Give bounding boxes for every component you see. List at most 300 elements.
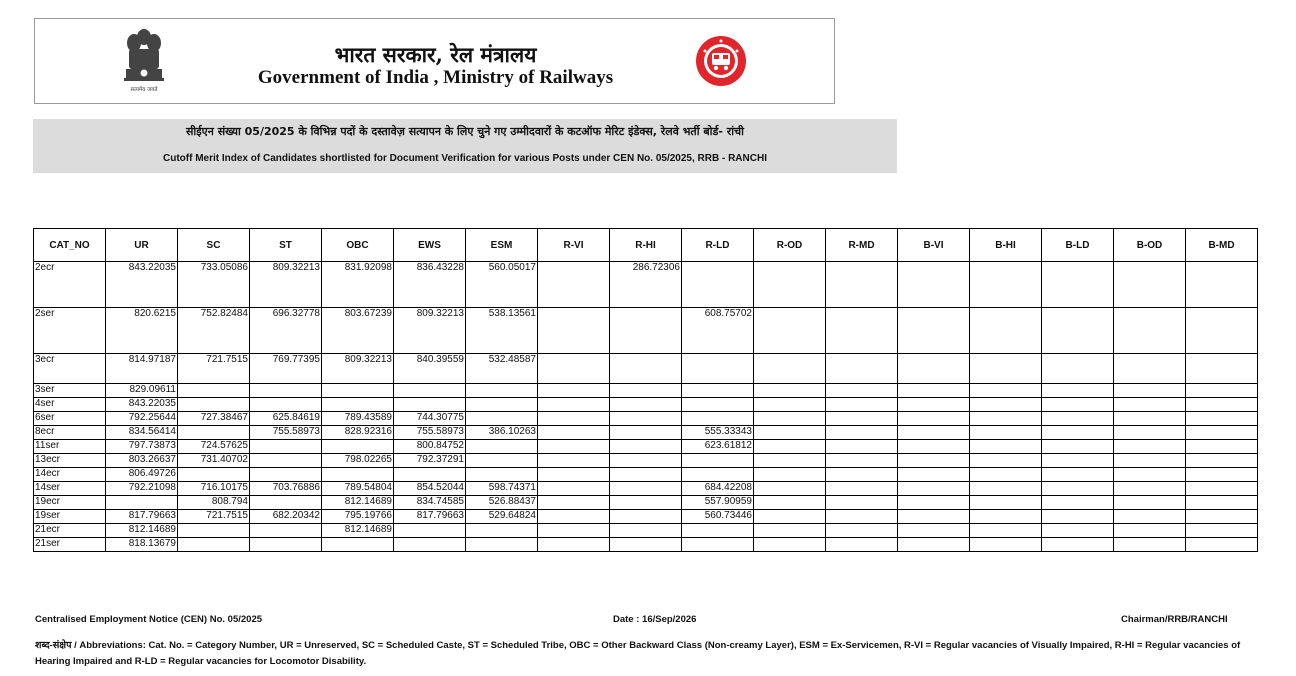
table-row xyxy=(34,262,1258,308)
cutoff-cell xyxy=(1114,262,1186,308)
cutoff-cell xyxy=(610,354,682,384)
cutoff-cell xyxy=(970,308,1042,354)
cutoff-cell xyxy=(826,454,898,468)
cutoff-cell xyxy=(178,398,250,412)
cutoff-cell xyxy=(1114,398,1186,412)
cutoff-cell xyxy=(970,354,1042,384)
cutoff-cell xyxy=(1186,354,1258,384)
abbreviations-note: शब्द-संक्षेप / Abbreviations: Cat. No. = Category Number, UR = Unreserved, SC = Scheduled Caste, ST = Scheduled Tribe, OBC = Other Backward Class (Non-creamy Layer), ESM = Ex-Servicemen, R-VI = Regular vacancies of Visually Impaired, R-HI = Regular vacancies of Hearing Impaired and R-LD = Regular vacancies for Locomotor Disability. xyxy=(35,640,1241,667)
column-header: UR xyxy=(106,229,178,262)
cutoff-cell xyxy=(1114,524,1186,538)
cutoff-cell xyxy=(1114,308,1186,354)
cutoff-cell: 755.58973 xyxy=(250,426,322,440)
cutoff-cell xyxy=(754,354,826,384)
cutoff-cell xyxy=(970,482,1042,496)
cutoff-cell xyxy=(538,262,610,308)
cutoff-cell: 836.43228 xyxy=(394,262,466,308)
cutoff-cell xyxy=(178,384,250,398)
cutoff-cell: 843.22035 xyxy=(106,398,178,412)
cutoff-cell xyxy=(898,510,970,524)
cutoff-cell xyxy=(898,262,970,308)
cutoff-cell: 721.7515 xyxy=(178,354,250,384)
cutoff-cell xyxy=(322,538,394,552)
cutoff-cell xyxy=(1114,412,1186,426)
cutoff-cell xyxy=(1186,496,1258,510)
cutoff-cell xyxy=(1186,468,1258,482)
column-header: ST xyxy=(250,229,322,262)
category-cell: 8ecr xyxy=(34,426,106,440)
cutoff-cell xyxy=(610,524,682,538)
cutoff-cell xyxy=(898,398,970,412)
cutoff-cell xyxy=(970,262,1042,308)
cutoff-cell xyxy=(322,398,394,412)
column-header: EWS xyxy=(394,229,466,262)
title-band xyxy=(33,119,897,173)
cutoff-cell xyxy=(250,496,322,510)
cutoff-cell xyxy=(754,262,826,308)
cutoff-cell xyxy=(1042,482,1114,496)
cutoff-cell xyxy=(682,412,754,426)
cutoff-cell: 818.13679 xyxy=(106,538,178,552)
cutoff-cell xyxy=(250,524,322,538)
cutoff-cell: 724.57625 xyxy=(178,440,250,454)
cutoff-cell xyxy=(754,454,826,468)
cutoff-cell xyxy=(538,412,610,426)
cutoff-cell: 809.32213 xyxy=(394,308,466,354)
category-cell: 14ecr xyxy=(34,468,106,482)
table-row xyxy=(34,468,1258,482)
cutoff-cell: 625.84619 xyxy=(250,412,322,426)
cutoff-cell xyxy=(1114,538,1186,552)
cutoff-cell: 721.7515 xyxy=(178,510,250,524)
cutoff-cell xyxy=(1042,354,1114,384)
cutoff-cell xyxy=(970,440,1042,454)
cutoff-cell: 817.79663 xyxy=(394,510,466,524)
cutoff-cell xyxy=(1114,354,1186,384)
cutoff-cell xyxy=(466,398,538,412)
cutoff-cell xyxy=(250,398,322,412)
table-row xyxy=(34,524,1258,538)
cutoff-cell xyxy=(1114,468,1186,482)
svg-text:सत्यमेव जयते: सत्यमेव जयते xyxy=(130,87,158,93)
cutoff-cell xyxy=(1186,398,1258,412)
cutoff-cell xyxy=(466,454,538,468)
cutoff-cell xyxy=(178,524,250,538)
cutoff-cell xyxy=(394,538,466,552)
cutoff-cell xyxy=(394,398,466,412)
cutoff-cell xyxy=(610,496,682,510)
cutoff-cell xyxy=(754,482,826,496)
table-row xyxy=(34,440,1258,454)
cutoff-cell xyxy=(610,482,682,496)
cutoff-cell: 800.84752 xyxy=(394,440,466,454)
cutoff-cell xyxy=(610,538,682,552)
cutoff-cell: 834.74585 xyxy=(394,496,466,510)
cutoff-cell xyxy=(466,440,538,454)
cutoff-cell xyxy=(538,468,610,482)
cutoff-cell xyxy=(538,482,610,496)
cutoff-cell xyxy=(682,538,754,552)
cutoff-cell: 797.73873 xyxy=(106,440,178,454)
cutoff-cell xyxy=(754,510,826,524)
cutoff-cell xyxy=(826,440,898,454)
cutoff-cell xyxy=(466,468,538,482)
cutoff-cell xyxy=(898,412,970,426)
cutoff-cell xyxy=(826,262,898,308)
cutoff-cell: 755.58973 xyxy=(394,426,466,440)
category-cell: 3ser xyxy=(34,384,106,398)
cutoff-cell xyxy=(610,412,682,426)
cutoff-cell xyxy=(250,538,322,552)
cutoff-cell xyxy=(1114,384,1186,398)
category-cell: 2ecr xyxy=(34,262,106,308)
cutoff-cell xyxy=(826,384,898,398)
cutoff-cell: 526.88437 xyxy=(466,496,538,510)
cutoff-cell xyxy=(898,384,970,398)
cutoff-cell xyxy=(1186,384,1258,398)
cutoff-cell xyxy=(538,510,610,524)
cutoff-cell: 608.75702 xyxy=(682,308,754,354)
cutoff-cell xyxy=(970,454,1042,468)
table-row xyxy=(34,426,1258,440)
cutoff-cell xyxy=(178,538,250,552)
cutoff-cell xyxy=(682,454,754,468)
cutoff-cell: 792.37291 xyxy=(394,454,466,468)
cutoff-cell xyxy=(610,468,682,482)
cutoff-cell xyxy=(250,468,322,482)
cutoff-cell xyxy=(826,412,898,426)
cutoff-cell xyxy=(1114,510,1186,524)
cutoff-cell xyxy=(754,538,826,552)
cutoff-cell: 684.42208 xyxy=(682,482,754,496)
cutoff-cell: 792.21098 xyxy=(106,482,178,496)
column-header: B-OD xyxy=(1114,229,1186,262)
cutoff-cell xyxy=(898,496,970,510)
cutoff-cell xyxy=(826,482,898,496)
cutoff-cell xyxy=(538,440,610,454)
cutoff-cell xyxy=(1186,262,1258,308)
cutoff-cell: 806.49726 xyxy=(106,468,178,482)
cutoff-cell xyxy=(754,308,826,354)
cutoff-cell: 682.20342 xyxy=(250,510,322,524)
cutoff-cell xyxy=(1186,510,1258,524)
cutoff-merit-table xyxy=(33,228,1258,552)
cutoff-cell xyxy=(682,524,754,538)
cutoff-cell: 798.02265 xyxy=(322,454,394,468)
cutoff-cell xyxy=(754,398,826,412)
cutoff-cell xyxy=(466,412,538,426)
cutoff-cell xyxy=(970,384,1042,398)
cutoff-cell xyxy=(538,524,610,538)
cutoff-cell xyxy=(1186,440,1258,454)
title-english: Cutoff Merit Index of Candidates shortlisted for Document Verification for various Posts under CEN No. 05/2025, RRB - RANCHI xyxy=(163,153,767,164)
cutoff-cell xyxy=(826,538,898,552)
govt-hindi-title: भारत सरकार, रेल मंत्रालय xyxy=(334,42,537,67)
cen-number: Centralised Employment Notice (CEN) No. 05/2025 xyxy=(35,614,263,625)
cutoff-cell xyxy=(1042,398,1114,412)
cutoff-cell: 733.05086 xyxy=(178,262,250,308)
cutoff-cell xyxy=(898,440,970,454)
category-cell: 19ser xyxy=(34,510,106,524)
cutoff-cell xyxy=(682,384,754,398)
cutoff-cell xyxy=(898,426,970,440)
cutoff-cell: 812.14689 xyxy=(322,496,394,510)
cutoff-cell xyxy=(538,398,610,412)
cutoff-cell: 286.72306 xyxy=(610,262,682,308)
cutoff-cell: 829.09611 xyxy=(106,384,178,398)
cutoff-cell xyxy=(610,384,682,398)
cutoff-cell xyxy=(826,426,898,440)
cutoff-cell xyxy=(826,524,898,538)
cutoff-cell xyxy=(754,384,826,398)
signatory: Chairman/RRB/RANCHI xyxy=(1121,614,1228,625)
cutoff-cell: 795.19766 xyxy=(322,510,394,524)
cutoff-cell xyxy=(826,398,898,412)
cutoff-cell xyxy=(898,524,970,538)
column-header: ESM xyxy=(466,229,538,262)
cutoff-cell xyxy=(250,454,322,468)
cutoff-cell: 731.40702 xyxy=(178,454,250,468)
cutoff-cell xyxy=(1114,496,1186,510)
cutoff-cell xyxy=(1042,454,1114,468)
cutoff-cell: 752.82484 xyxy=(178,308,250,354)
cutoff-cell xyxy=(250,440,322,454)
cutoff-cell xyxy=(322,440,394,454)
cutoff-cell xyxy=(970,510,1042,524)
cutoff-cell: 809.32213 xyxy=(322,354,394,384)
cutoff-cell xyxy=(394,524,466,538)
cutoff-cell: 840.39559 xyxy=(394,354,466,384)
cutoff-cell xyxy=(1114,482,1186,496)
cutoff-cell xyxy=(898,308,970,354)
cutoff-cell xyxy=(682,468,754,482)
cutoff-cell xyxy=(1042,468,1114,482)
cutoff-cell: 812.14689 xyxy=(106,524,178,538)
column-header: B-HI xyxy=(970,229,1042,262)
cutoff-cell: 817.79663 xyxy=(106,510,178,524)
cutoff-cell xyxy=(898,354,970,384)
column-header: B-LD xyxy=(1042,229,1114,262)
cutoff-cell xyxy=(538,384,610,398)
cutoff-cell xyxy=(898,468,970,482)
cutoff-cell xyxy=(538,454,610,468)
cutoff-cell: 703.76886 xyxy=(250,482,322,496)
cutoff-cell xyxy=(970,468,1042,482)
cutoff-cell xyxy=(1186,482,1258,496)
cutoff-cell xyxy=(1114,440,1186,454)
cutoff-cell xyxy=(610,440,682,454)
cutoff-cell xyxy=(538,496,610,510)
table-row xyxy=(34,538,1258,552)
cutoff-cell xyxy=(682,262,754,308)
cutoff-cell xyxy=(970,398,1042,412)
cutoff-cell xyxy=(1042,384,1114,398)
cutoff-cell xyxy=(1186,454,1258,468)
cutoff-cell: 803.26637 xyxy=(106,454,178,468)
category-cell: 3ecr xyxy=(34,354,106,384)
column-header: SC xyxy=(178,229,250,262)
cutoff-cell: 808.794 xyxy=(178,496,250,510)
notice-date: Date : 16/Sep/2026 xyxy=(613,614,697,625)
cutoff-cell: 789.43589 xyxy=(322,412,394,426)
cutoff-cell xyxy=(754,496,826,510)
cutoff-cell xyxy=(1042,412,1114,426)
cutoff-cell xyxy=(466,384,538,398)
cutoff-cell xyxy=(682,354,754,384)
column-header: CAT_NO xyxy=(34,229,106,262)
cutoff-cell: 834.56414 xyxy=(106,426,178,440)
cutoff-cell: 696.32778 xyxy=(250,308,322,354)
column-header: R-MD xyxy=(826,229,898,262)
cutoff-cell xyxy=(970,538,1042,552)
cutoff-cell xyxy=(1042,538,1114,552)
govt-english-title: Government of India , Ministry of Railways xyxy=(257,67,614,88)
column-header: R-LD xyxy=(682,229,754,262)
table-header-row xyxy=(34,229,1258,262)
cutoff-cell: 560.05017 xyxy=(466,262,538,308)
cutoff-cell xyxy=(1042,524,1114,538)
cutoff-cell: 623.61812 xyxy=(682,440,754,454)
cutoff-cell xyxy=(1186,538,1258,552)
cutoff-cell xyxy=(394,384,466,398)
table-row xyxy=(34,398,1258,412)
cutoff-cell: 555.33343 xyxy=(682,426,754,440)
cutoff-cell xyxy=(610,308,682,354)
cutoff-cell xyxy=(178,426,250,440)
indian-railways-logo-icon xyxy=(695,35,747,87)
cutoff-cell xyxy=(1186,426,1258,440)
cutoff-cell xyxy=(754,426,826,440)
cutoff-cell xyxy=(970,524,1042,538)
cutoff-cell xyxy=(1042,440,1114,454)
cutoff-cell: 831.92098 xyxy=(322,262,394,308)
cutoff-cell xyxy=(682,398,754,412)
cutoff-cell xyxy=(1114,454,1186,468)
cutoff-cell xyxy=(970,426,1042,440)
cutoff-cell xyxy=(466,538,538,552)
cutoff-cell xyxy=(1042,426,1114,440)
cutoff-cell: 598.74371 xyxy=(466,482,538,496)
cutoff-cell: 716.10175 xyxy=(178,482,250,496)
cutoff-cell xyxy=(466,524,538,538)
cutoff-cell: 386.10263 xyxy=(466,426,538,440)
cutoff-cell xyxy=(898,454,970,468)
cutoff-cell: 809.32213 xyxy=(250,262,322,308)
cutoff-cell xyxy=(394,468,466,482)
category-cell: 13ecr xyxy=(34,454,106,468)
cutoff-cell xyxy=(1186,308,1258,354)
table-row xyxy=(34,354,1258,384)
column-header: R-VI xyxy=(538,229,610,262)
cutoff-cell xyxy=(754,412,826,426)
cutoff-cell xyxy=(754,524,826,538)
table-row xyxy=(34,482,1258,496)
cutoff-cell: 828.92316 xyxy=(322,426,394,440)
table-row xyxy=(34,496,1258,510)
cutoff-cell xyxy=(754,440,826,454)
cutoff-cell: 789.54804 xyxy=(322,482,394,496)
table-row xyxy=(34,454,1258,468)
letterhead xyxy=(34,18,835,104)
category-cell: 6ser xyxy=(34,412,106,426)
category-cell: 2ser xyxy=(34,308,106,354)
cutoff-cell: 557.90959 xyxy=(682,496,754,510)
cutoff-cell: 560.73446 xyxy=(682,510,754,524)
cutoff-cell xyxy=(826,510,898,524)
category-cell: 11ser xyxy=(34,440,106,454)
category-cell: 4ser xyxy=(34,398,106,412)
cutoff-cell xyxy=(970,412,1042,426)
cutoff-cell xyxy=(826,468,898,482)
cutoff-cell: 854.52044 xyxy=(394,482,466,496)
cutoff-cell: 812.14689 xyxy=(322,524,394,538)
cutoff-cell xyxy=(610,510,682,524)
column-header: R-OD xyxy=(754,229,826,262)
title-hindi: सीईएन संख्या 05/2025 के विभिन्न पदों के दस्तावेज़ सत्यापन के लिए चुने गए उम्मीदवारों के कटऑफ मेरिट इंडेक्स, रेलवे भर्ती बोर्ड- रांची xyxy=(186,125,744,138)
cutoff-cell: 803.67239 xyxy=(322,308,394,354)
cutoff-cell: 529.64824 xyxy=(466,510,538,524)
cutoff-cell: 843.22035 xyxy=(106,262,178,308)
cutoff-cell xyxy=(826,354,898,384)
cutoff-cell xyxy=(538,538,610,552)
cutoff-cell xyxy=(250,384,322,398)
cutoff-cell xyxy=(826,308,898,354)
cutoff-cell xyxy=(538,426,610,440)
table-row xyxy=(34,412,1258,426)
cutoff-cell xyxy=(754,468,826,482)
cutoff-cell xyxy=(970,496,1042,510)
cutoff-cell xyxy=(898,538,970,552)
cutoff-cell xyxy=(322,468,394,482)
cutoff-cell xyxy=(610,454,682,468)
table-row xyxy=(34,308,1258,354)
category-cell: 21ecr xyxy=(34,524,106,538)
cutoff-cell: 727.38467 xyxy=(178,412,250,426)
column-header: OBC xyxy=(322,229,394,262)
cutoff-cell xyxy=(322,384,394,398)
cutoff-cell xyxy=(178,468,250,482)
cutoff-cell: 744.30775 xyxy=(394,412,466,426)
cutoff-cell xyxy=(106,496,178,510)
category-cell: 19ecr xyxy=(34,496,106,510)
table-row xyxy=(34,510,1258,524)
cutoff-cell xyxy=(1042,262,1114,308)
cutoff-cell xyxy=(1114,426,1186,440)
column-header: R-HI xyxy=(610,229,682,262)
cutoff-cell xyxy=(1042,510,1114,524)
category-cell: 14ser xyxy=(34,482,106,496)
cutoff-cell: 532.48587 xyxy=(466,354,538,384)
cutoff-cell: 769.77395 xyxy=(250,354,322,384)
cutoff-cell xyxy=(610,398,682,412)
category-cell: 21ser xyxy=(34,538,106,552)
column-header: B-MD xyxy=(1186,229,1258,262)
cutoff-cell: 538.13561 xyxy=(466,308,538,354)
column-header: B-VI xyxy=(898,229,970,262)
cutoff-cell xyxy=(1186,524,1258,538)
cutoff-cell xyxy=(610,426,682,440)
cutoff-cell: 814.97187 xyxy=(106,354,178,384)
cutoff-cell xyxy=(1186,412,1258,426)
cutoff-cell xyxy=(538,308,610,354)
cutoff-cell xyxy=(1042,308,1114,354)
cutoff-cell xyxy=(898,482,970,496)
cutoff-cell: 820.6215 xyxy=(106,308,178,354)
cutoff-cell xyxy=(826,496,898,510)
cutoff-cell: 792.25644 xyxy=(106,412,178,426)
cutoff-cell xyxy=(538,354,610,384)
cutoff-cell xyxy=(1042,496,1114,510)
